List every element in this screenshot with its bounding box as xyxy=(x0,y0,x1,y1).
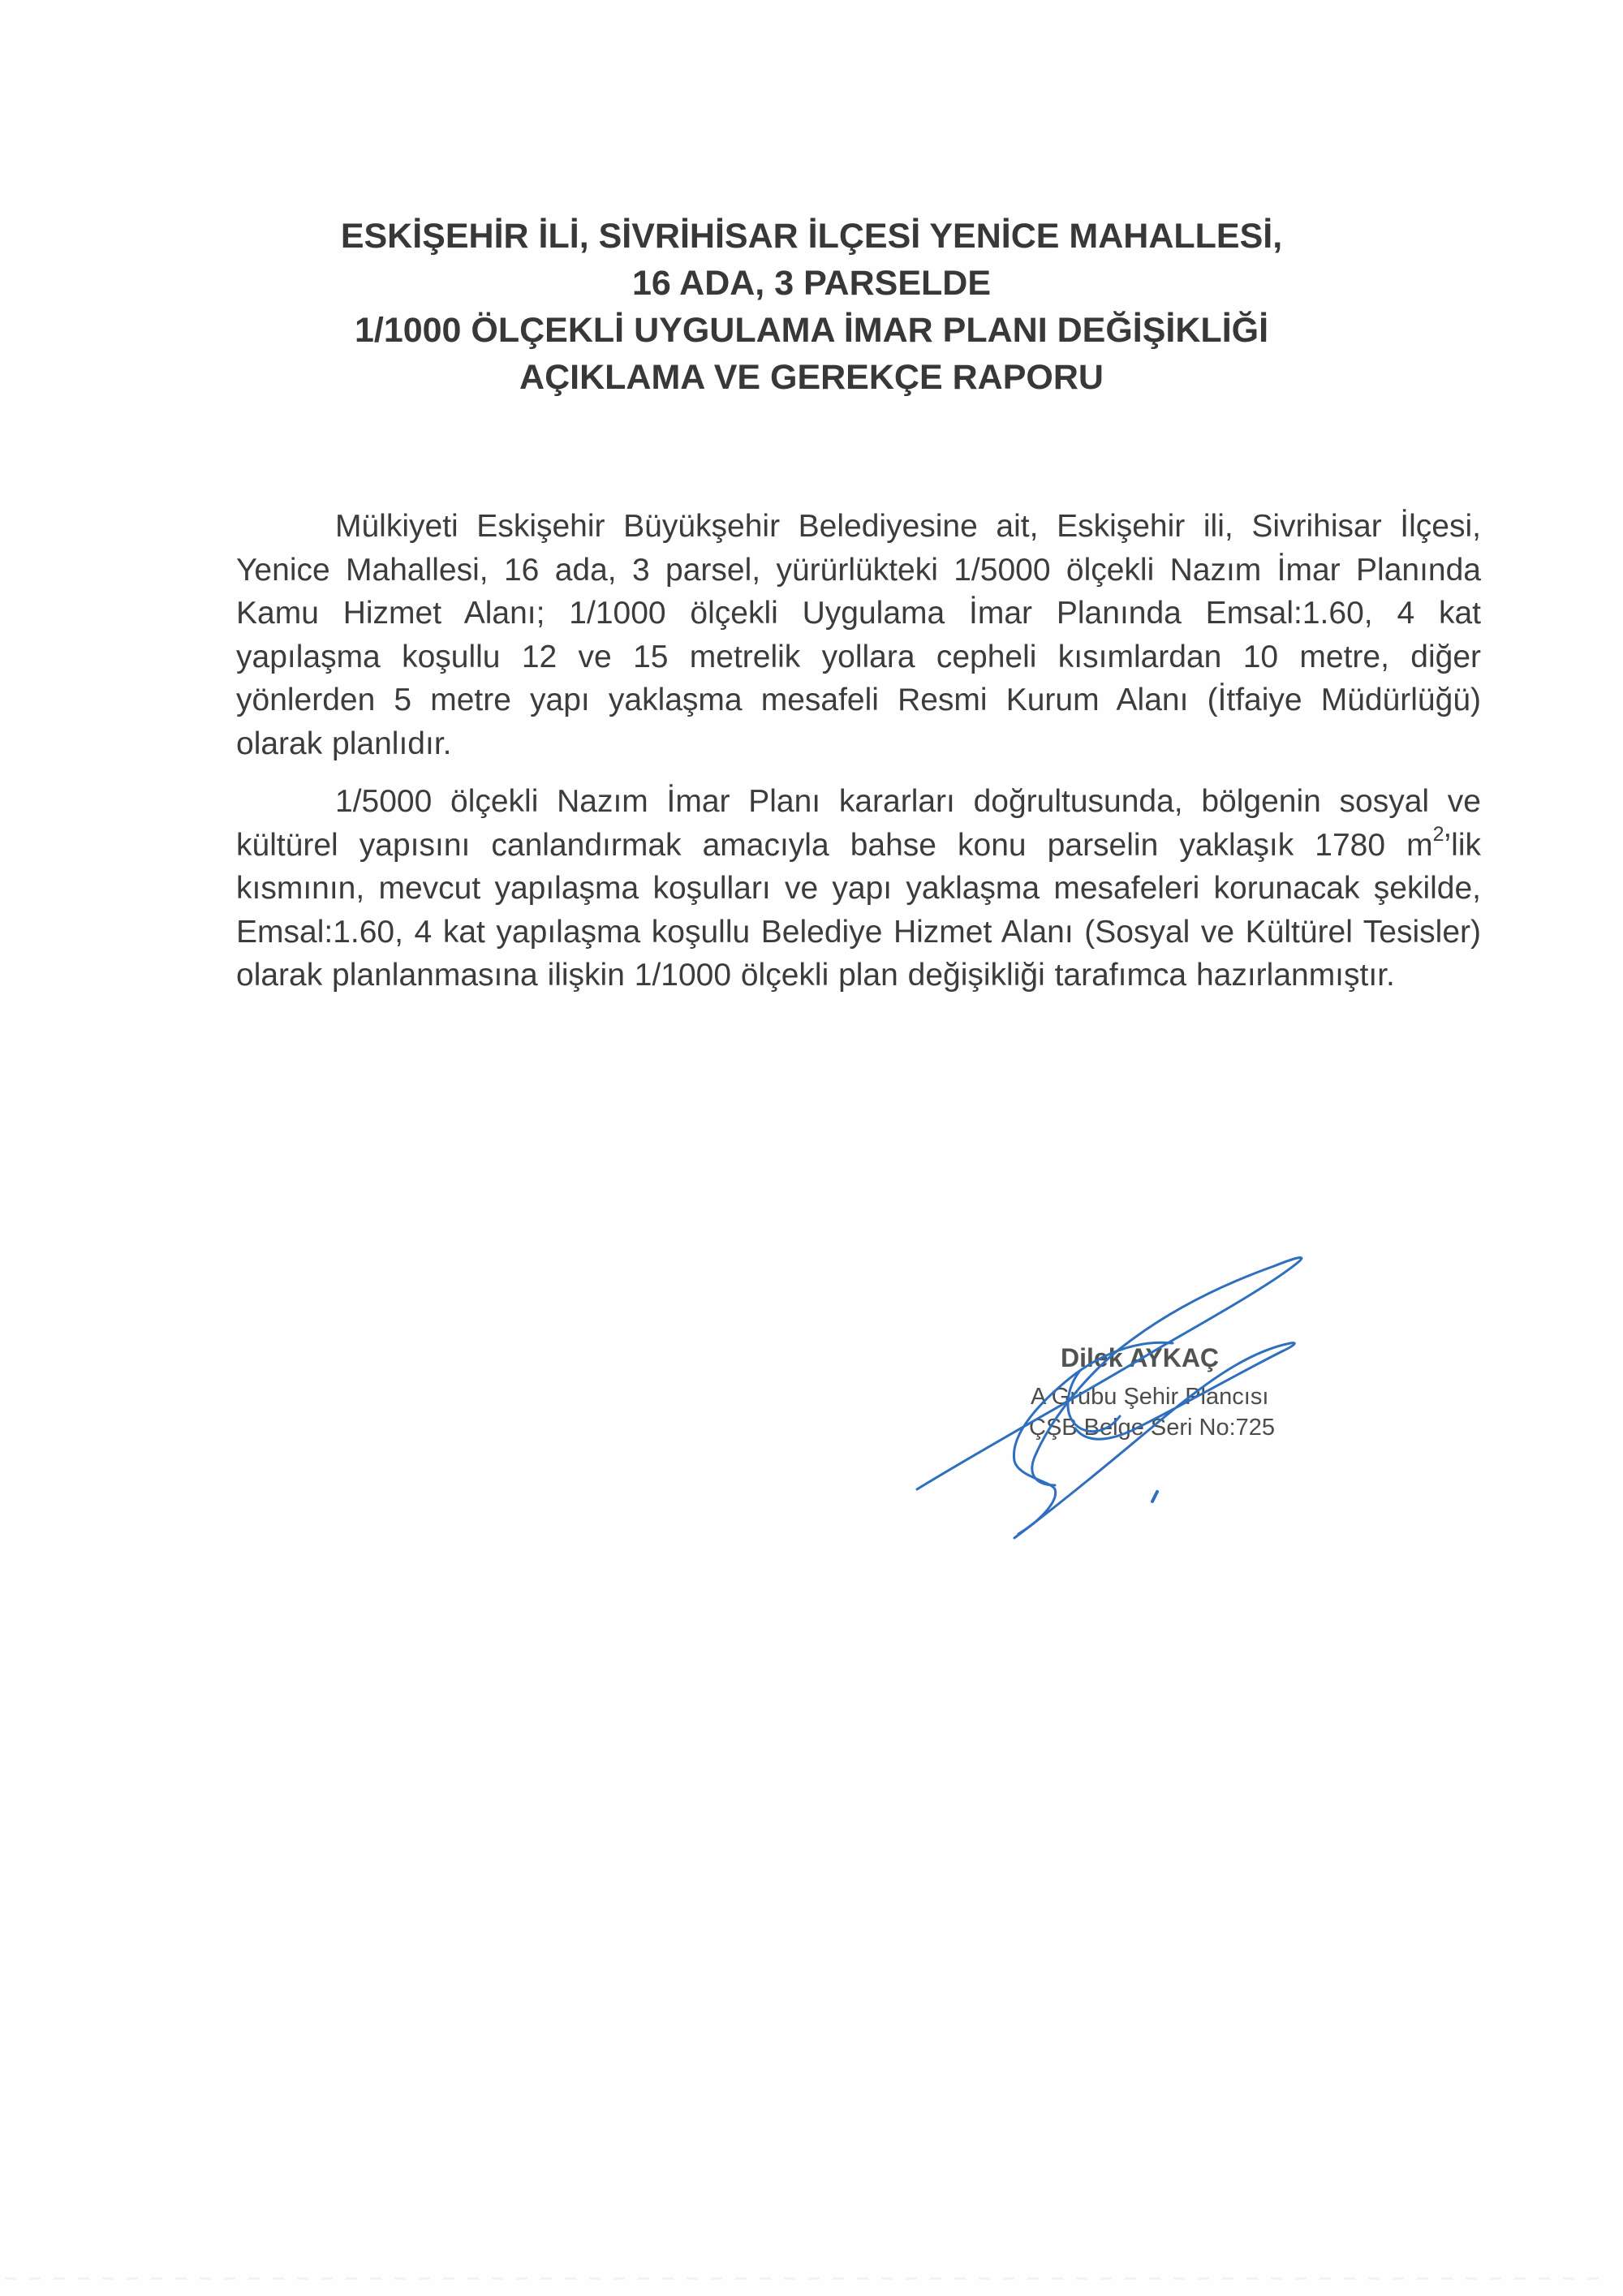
signatory-title: A Grubu Şehir Plancısı xyxy=(1031,1384,1269,1410)
report-body xyxy=(236,505,1481,997)
paragraph-2-text-before: 1/5000 ölçekli Nazım İmar Planı kararları doğrultusunda, bölgenin sosyal ve kültürel yapısını canlandırmak amacıyla bahse konu parselin yaklaşık 1780 m xyxy=(236,784,1481,863)
signature-stroke-loop xyxy=(1068,1372,1120,1432)
signature-stroke-tick xyxy=(1152,1492,1157,1501)
scan-artifact-divider xyxy=(5,2277,1612,2280)
signature-block xyxy=(893,1242,1347,1566)
signatory-serial: ÇŞB Belge Seri No:725 xyxy=(1029,1415,1276,1441)
signature-stroke-main xyxy=(917,1258,1302,1489)
report-title xyxy=(243,213,1380,401)
signatory-name: Dilek AYKAÇ xyxy=(1061,1343,1220,1372)
title-line-3: 1/1000 ÖLÇEKLİ UYGULAMA İMAR PLANI DEĞİŞİKLİĞİ xyxy=(354,311,1269,350)
paragraph-2 xyxy=(236,780,1481,997)
superscript-square: 2 xyxy=(1432,822,1444,846)
title-line-2: 16 ADA, 3 PARSELDE xyxy=(631,264,992,303)
title-line-4: AÇIKLAMA VE GEREKÇE RAPORU xyxy=(519,358,1104,397)
paragraph-1: Mülkiyeti Eskişehir Büyükşehir Belediyesine ait, Eskişehir ili, Sivrihisar İlçesi, Yenice Mahallesi, 16 ada, 3 parsel, yürürlükteki 1/5000 ölçekli Nazım İmar Planında Kamu Hizmet Alanı; 1/1000 ölçekli Uygulama İmar Planında Emsal:1.60, 4 kat yapılaşma koşullu 12 ve 15 metrelik yollara cepheli kısımlardan 10 metre, diğer yönlerden 5 metre yapı yaklaşma mesafeli Resmi Kurum Alanı (İtfaiye Müdürlüğü) olarak planlıdır. xyxy=(236,509,1481,761)
signature-stroke-right xyxy=(1014,1343,1294,1538)
handwritten-signature-icon xyxy=(893,1242,1347,1566)
paragraph-2-text-after: ’lik kısmının, mevcut yapılaşma koşulları ve yapı yaklaşma mesafeleri korunacak şekilde, Emsal:1.60, 4 kat yapılaşma koşullu Belediye Hizmet Alanı (Sosyal ve Kültürel Tesisler) olarak planlanmasına ilişkin 1/1000 ölçekli plan değişikliği tarafımca hazırlanmıştır. xyxy=(236,827,1481,993)
title-line-1: ESKİŞEHİR İLİ, SİVRİHİSAR İLÇESİ YENİCE MAHALLESİ, xyxy=(340,217,1283,256)
